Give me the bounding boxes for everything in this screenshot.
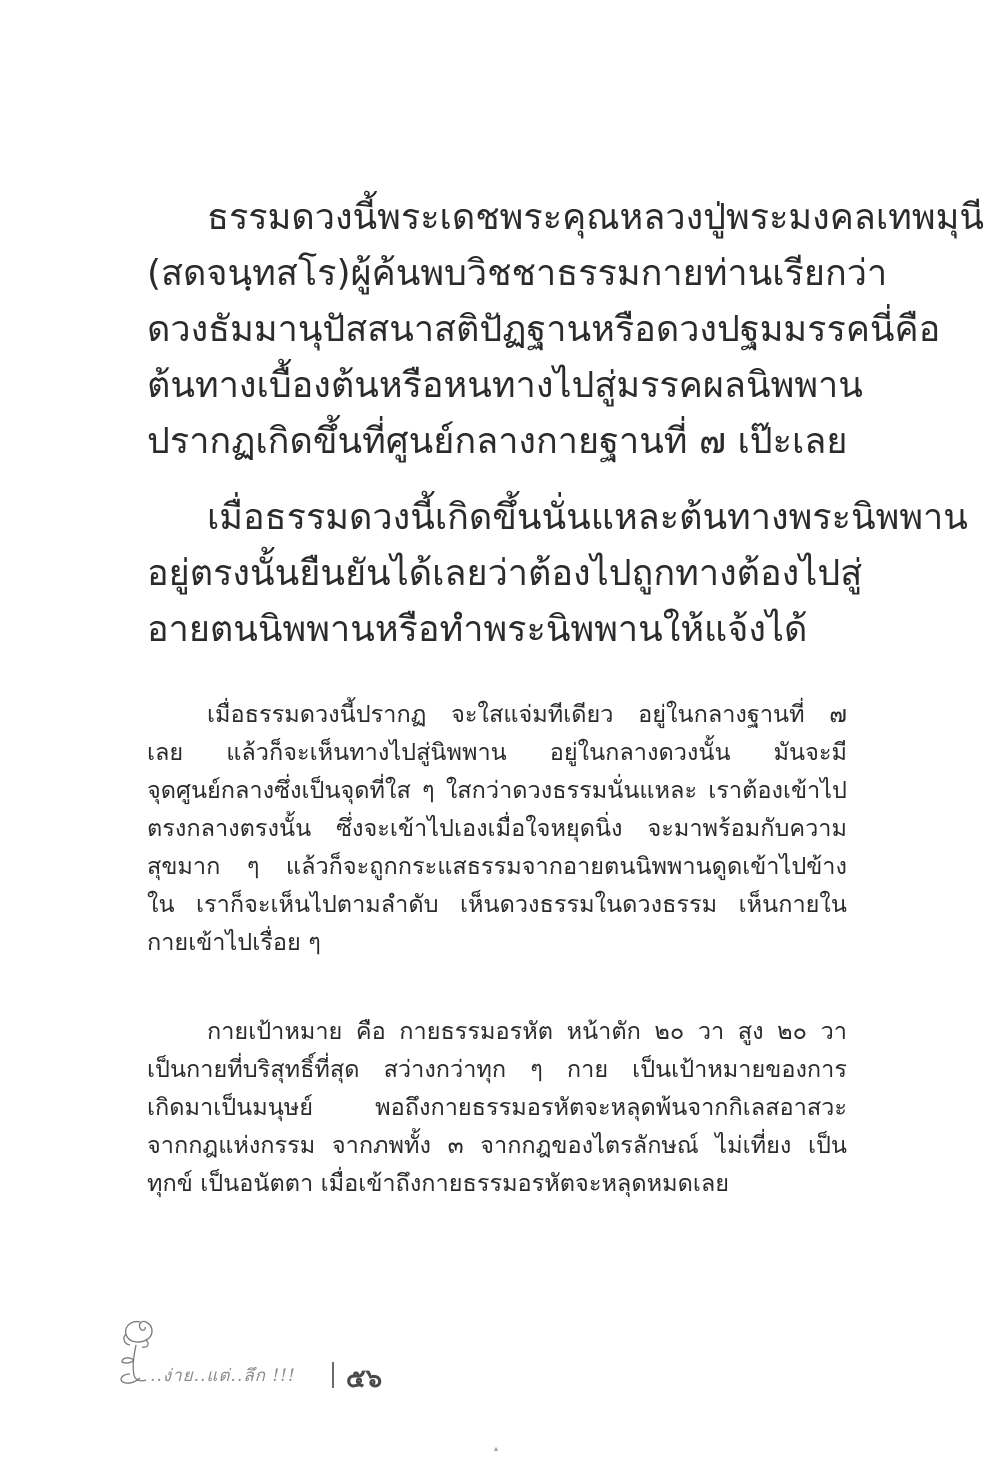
paragraph-line [147,809,847,847]
paragraph-line [147,490,968,546]
line-word: จนฺทสโร) [206,253,351,294]
line-word: พอถึงกายธรรมอรหัตจะหลุดพ้นจากกิเลสอาสวะ [375,1093,847,1121]
line-word: เกิดมาเป็นมนุษย์ [147,1093,314,1121]
paragraph-line [147,1050,847,1088]
line-word: ๗ [698,421,738,462]
print-mark: ▴ [494,1444,499,1453]
line-word: เป็นกายที่บริสุทธิ์ที่สุด [147,1055,360,1083]
line-word: เมื่อธรรมดวงนี้ปรากฏ [207,700,427,728]
paragraph-4 [147,1012,847,1202]
line-word: หรือ [378,365,444,406]
line-word: (สด [147,253,207,294]
line-word: ดวงธัมมานุปัสสนาสติปัฏฐาน [147,309,592,350]
line-word: นั่นแหละต้นทางพระนิพพาน [541,497,968,538]
line-word: เลย [147,738,184,766]
line-word: วา [820,1017,847,1045]
line-word: ธรรมดวงนี้พระเดชพระคุณหลวงปู่ [207,197,726,238]
line-word: ต้องไปสู่ [736,553,863,594]
page-number: ๕๖ [346,1364,383,1394]
line-word: แล้วก็จะเห็นทางไปสู่นิพพาน [226,738,507,766]
line-word: ดวงปฐมมรรค [655,309,870,350]
line-word: จากกฎแห่งกรรม [147,1131,316,1159]
line-word: เราก็จะเห็นไปตามลำดับ [196,890,439,918]
book-title-signature: ..ง่าย..แต่..ลึก !!! [150,1366,296,1386]
line-word: ๓ [447,1131,464,1159]
line-word: จะใสแจ่มทีเดียว [451,700,614,728]
line-word: เป็น [807,1131,847,1159]
line-word: แล้วก็จะถูกกระแสธรรมจากอายตนนิพพานดูดเข้าไปข้าง [285,852,847,880]
line-word: ใน [147,890,175,918]
paragraph-line [147,1164,847,1202]
line-word: อยู่ในกลางฐานที่ [638,700,805,728]
line-word: จากภพทั้ง [331,1131,431,1159]
line-word: ต้นทางเบื้องต้น [147,365,379,406]
line-word: เป็นเป้าหมายของการ [632,1055,847,1083]
line-word: นี่คือ [869,309,941,350]
line-word: กายเข้าไปเรื่อย [147,928,309,956]
line-word: จะมาพร้อมกับความ [647,814,847,842]
line-word: เห็นกายใน [738,890,847,918]
paragraph-line [147,246,888,302]
line-word: สว่างกว่าทุก [383,1055,507,1083]
line-word: ๒๐ [654,1017,685,1045]
paragraph-line [147,885,847,923]
line-word: หรือ [591,309,656,350]
line-word: จุดศูนย์กลางซึ่งเป็นจุดที่ใส [147,776,411,804]
footer-divider [332,1362,334,1388]
line-word: เมื่อเข้าถึงกายธรรมอรหัตจะหลุดหมดเลย [320,1169,737,1197]
paragraph-line [147,302,941,358]
paragraph-line [147,1012,847,1050]
paragraph-line [147,771,847,809]
line-word: ซึ่งจะเข้าไปเองเมื่อใจหยุดนิ่ง [336,814,623,842]
paragraph-3 [147,695,847,961]
line-word: กายเป้าหมาย [207,1017,343,1045]
paragraph-line [147,546,863,602]
line-word: ใสกว่าดวงธรรมนั่นแหละ [445,776,698,804]
paragraph-line [147,414,859,470]
line-word: ผู้ค้นพบวิชชาธรรมกาย [350,253,704,294]
line-word: จากกฎของไตรลักษณ์ [480,1131,699,1159]
paragraph-line [147,358,863,414]
line-word: ท่านเรียกว่า [703,253,888,294]
paragraph-line [147,923,847,961]
paragraph-line [147,1088,847,1126]
line-word: หนทางไปสู่มรรคผลนิพพาน [443,365,863,406]
line-word: คือ [355,1017,386,1045]
paragraph-line [147,695,847,733]
line-word: ไม่เที่ยง [715,1131,792,1159]
paragraph-line [147,190,984,246]
page-footer [110,1310,410,1394]
line-word: เป็นอนัตตา [200,1169,321,1197]
line-word: ๗ [829,700,847,728]
line-word: เป๊ะเลย [737,421,859,462]
line-word: หน้าตัก [566,1017,641,1045]
paragraph-line [147,602,847,658]
line-word: เมื่อธรรมดวงนี้เกิดขึ้น [207,497,542,538]
line-word: ทุกข์ [147,1169,201,1197]
line-word: อยู่ในกลางดวงนั้น [549,738,731,766]
line-word: ๒๐ [777,1017,808,1045]
paragraph-line [147,847,847,885]
line-word: มันจะมี [773,738,847,766]
line-word: ๆ [422,776,435,804]
line-word: พระมงคลเทพมุนี [726,197,984,238]
line-word: ๆ [246,852,260,880]
line-word: อายตนนิพพานหรือทำพระนิพพานให้แจ้งได้ [147,609,819,650]
paragraph-2 [147,490,968,658]
line-word: เห็นดวงธรรมในดวงธรรม [460,890,718,918]
line-word: ตรงกลางตรงนั้น [147,814,312,842]
line-word: เราต้องเข้าไป [708,776,847,804]
line-word: ๆ [530,1055,543,1083]
line-word: ยืนยันได้เลยว่าต้องไปถูกทาง [299,553,737,594]
line-word: สูง [737,1017,764,1045]
line-word: กาย [566,1055,609,1083]
paragraph-line [147,1126,847,1164]
paragraph-line [147,733,847,771]
paragraph-1 [147,190,984,470]
line-word: อยู่ตรงนั้น [147,553,300,594]
line-word: วา [697,1017,725,1045]
line-word: สุขมาก [147,852,221,880]
line-word: กายธรรมอรหัต [399,1017,554,1045]
line-word: ๆ [308,928,329,956]
line-word: ปรากฏเกิดขึ้นที่ศูนย์กลางกายฐานที่ [147,421,699,462]
